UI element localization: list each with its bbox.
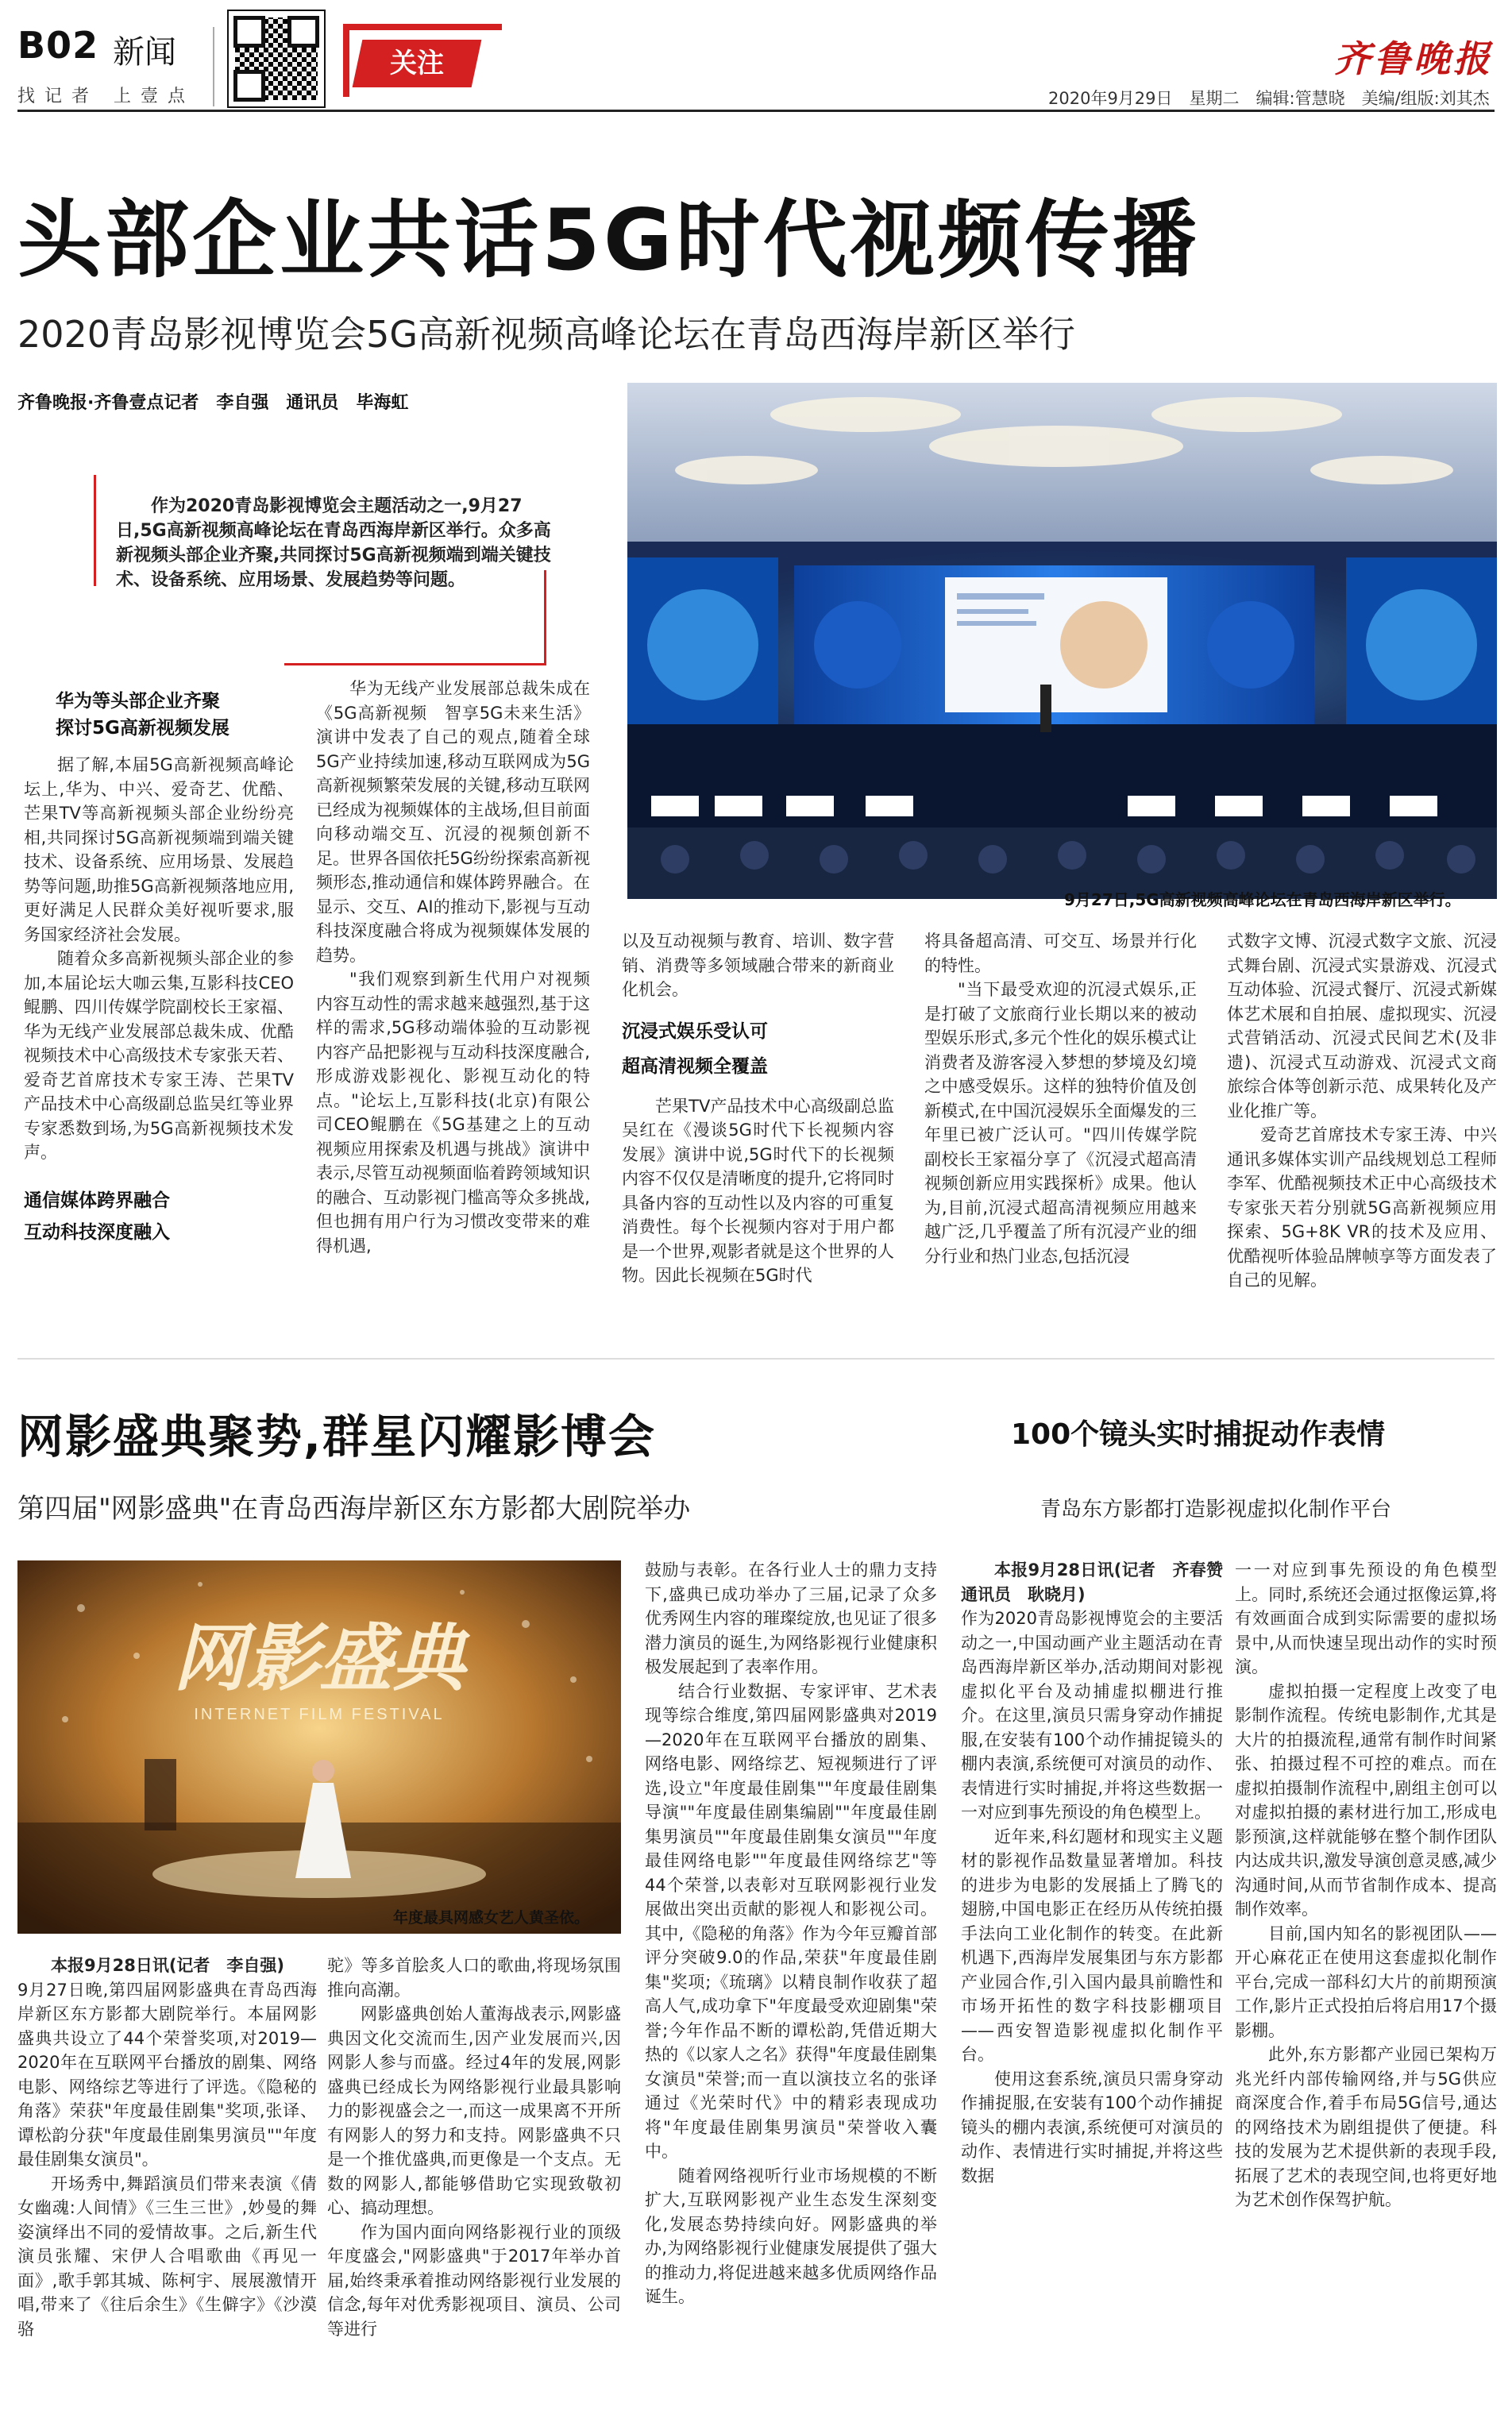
slogan: 找记者 上壹点: [17, 87, 195, 106]
qr-code[interactable]: [227, 10, 326, 108]
photo1-caption: 9月27日,5G高新视频高峰论坛在青岛西海岸新区举行。: [1064, 890, 1461, 909]
paragraph: 结合行业数据、专家评审、艺术表现等综合维度,第四届网影盛典对2019—2020年在互联网平台播放的剧集、网络电影、网络综艺、短视频进行了评选,设立"年度最佳剧集""年度最佳剧集导演""年度最佳剧集编剧""年度最佳剧集男演员""年度最佳剧集女演员""年度最佳网络电影""年度最佳网络综艺"等44个荣誉,以表彰对互联网影视行业发展做出突出贡献的影视人和影视公司。其中,《隐秘的角落》作为今年豆瓣首部评分突破9.0的作品,荣获"年度最佳剧集"奖项;《琉璃》以精良制作收获了超高人气,成功拿下"年度最受欢迎剧集"荣誉;今年作品不断的谭松韵,凭借近期大热的《以家人之名》获得"年度最佳剧集女演员"荣誉;而一直以演技立名的张译通过《光荣时代》中的精彩表现成功将"年度最佳剧集男演员"荣誉收入囊中。: [645, 1681, 937, 2161]
paragraph: 9月27日晚,第四届网影盛典在青岛西海岸新区东方影都大剧院举行。本届网影盛典共设立了44个荣誉奖项,对2019—2020年在互联网平台播放的剧集、网络电影、网络综艺等进行了评选。《隐秘的角落》荣获"年度最佳剧集"奖项,张译、谭松韵分获"年度最佳剧集男演员""年度最佳剧集女演员"。: [17, 1980, 317, 2169]
paragraph: 以及互动视频与教育、培训、数字营销、消费等多领域融合带来的新商业化机会。: [622, 932, 894, 999]
header-divider: [213, 27, 214, 106]
article1-column-2: [316, 677, 590, 1258]
paragraph: 鼓励与表彰。在各行业人士的鼎力支持下,盛典已成功举办了三届,记录了众多优秀网生内容的璀璨绽放,也见证了很多潜力演员的诞生,为网络影视行业健康积极发展起到了表率作用。: [645, 1560, 937, 1676]
paragraph: 近年来,科幻题材和现实主义题材的影视作品数量显著增加。科技的进步为电影的发展插上了腾飞的翅膀,中国电影正在经历从传统拍摄手法向工业化制作的转变。在此新机遇下,西海岸发展集团与东方影都产业园合作,引入国内最具前瞻性和市场开拓性的数字科技影棚项目——西安智造影视虚拟化制作平台。: [961, 1826, 1223, 2064]
dateline: 本报9月28日讯(记者 齐春赞 通讯员 耿晓月): [961, 1560, 1240, 1604]
article3-subhead: 青岛东方影都打造影视虚拟化制作平台: [1040, 1498, 1392, 1522]
dateline: 本报9月28日讯(记者 李自强): [51, 1956, 285, 1975]
article2-subhead: 第四届"网影盛典"在青岛西海岸新区东方影都大剧院举办: [17, 1493, 691, 1525]
paragraph: 驼》等多首脍炙人口的歌曲,将现场氛围推向高潮。: [327, 1956, 621, 2000]
article2-column-1: [17, 1954, 317, 2341]
focus-tag-label: 关注: [390, 48, 444, 79]
article1-column-1: [24, 688, 294, 1246]
paragraph: 将具备超高清、可交互、场景并行化的特性。: [924, 932, 1197, 975]
article1-column-4: [924, 929, 1197, 1268]
paragraph: 虚拟拍摄一定程度上改变了电影制作流程。传统电影制作,尤其是大片的拍摄流程,通常有制作时间紧张、拍摄过程不可控的难点。而在虚拟拍摄制作流程中,剧组主创可以对虚拟拍摄的素材进行加工,形成电影预演,这样就能够在整个制作团队内达成共识,激发导演创意灵感,减少沟通时间,从而节省制作成本、提高制作效率。: [1235, 1681, 1497, 1919]
ceremony-photo: [17, 1560, 621, 1934]
paragraph: 爱奇艺首席技术专家王涛、中兴通讯多媒体实训产品线规划总工程师李军、优酷视频技术正中心高级技术专家张天若分别就5G高新视频应用探索、5G+8K VR的技术及应用、优酷视听体验品牌帧享等方面发表了自己的见解。: [1227, 1125, 1497, 1290]
paragraph: 芒果TV产品技术中心高级副总监吴红在《漫谈5G时代下长视频内容发展》演讲中说,5G时代下的长视频内容不仅仅是清晰度的提升,它将同时具备内容的互动性以及内容的可重复消费性。每个长视频内容对于用户都是一个世界,观影者就是这个世界的人物。因此长视频在5G时代: [622, 1096, 894, 1285]
page-number: B02: [17, 24, 99, 67]
focus-section-tag: [343, 24, 502, 97]
article3-headline: 100个镜头实时捕捉动作表情: [1011, 1418, 1386, 1451]
paragraph: 开场秀中,舞蹈演员们带来表演《倩女幽魂:人间情》《三生三世》,妙曼的舞姿演绎出不同的爱情故事。之后,新生代演员张耀、宋伊人合唱歌曲《再见一面》,歌手郭其城、陈柯宇、展展激情开唱,带来了《往后余生》《生僻字》《沙漠骆: [17, 2174, 317, 2339]
paragraph: 华为无线产业发展部总裁朱成在《5G高新视频 智享5G未来生活》演讲中发表了自己的观点,随着全球5G产业持续加速,移动互联网成为5G高新视频繁荣发展的关键,移动互联网已经成为视频媒体的主战场,但目前面向移动端交互、沉浸的视频创新不足。世界各国依托5G纷纷探索高新视频形态,推动通信和媒体跨界融合。在显示、交互、AI的推动下,影视与互动科技深度融合将成为视频媒体发展的趋势。: [316, 679, 590, 965]
paragraph: 此外,东方影都产业园已架构万兆光纤内部传输网络,并与5G供应商深度合作,着手布局5G信号,通达的网络技术为剧组提供了便捷。科技的发展为艺术提供新的表现手段,拓展了艺术的表现空间,也将更好地为艺术创作保驾护航。: [1235, 2045, 1497, 2209]
article1-headline: 头部企业共话5G时代视频传播: [17, 191, 1200, 289]
paragraph: 随着网络视听行业市场规模的不断扩大,互联网影视产业生态发生深刻变化,发展态势持续向好。网影盛典的举办,为网络影视行业健康发展提供了强大的推动力,将促进越来越多优质网络作品诞生。: [645, 2166, 937, 2306]
paragraph: 目前,国内知名的影视团队——开心麻花正在使用这套虚拟化制作平台,完成一部科幻大片的前期预演工作,影片正式投拍后将启用17个摄影棚。: [1235, 1923, 1497, 2040]
article1-subhead: 2020青岛影视博览会5G高新视频高峰论坛在青岛西海岸新区举行: [17, 313, 1075, 356]
article3-column-1: [961, 1558, 1240, 2188]
article1-byline: 齐鲁晚报·齐鲁壹点记者 李自强 通讯员 毕海虹: [17, 393, 409, 413]
newspaper-logo: 齐鲁晚报: [1334, 37, 1493, 80]
section-name: 新闻: [113, 34, 176, 71]
article1-column-5: [1227, 929, 1497, 1293]
paragraph: 据了解,本届5G高新视频高峰论坛上,华为、中兴、爱奇艺、优酷、芒果TV等高新视频头部企业纷纷亮相,共同探讨5G高新视频端到端关键技术、设备系统、应用场景、发展趋势等问题,助推5G高新视频落地应用,更好满足人民群众美好视听要求,服务国家经济社会发展。: [24, 755, 294, 944]
forum-stage-photo: [627, 383, 1497, 899]
section-divider: [17, 1358, 1495, 1360]
article1-subtitle-3a: 沉浸式娱乐受认可: [622, 1020, 768, 1042]
article1-subtitle-1b: 探讨5G高新视频发展: [56, 718, 230, 739]
photo-subtitle-art: INTERNET FILM FESTIVAL: [194, 1706, 445, 1723]
article2-headline: 网影盛典聚势,群星闪耀影博会: [17, 1410, 657, 1464]
article1-column-3: [622, 929, 894, 1288]
header-rule: [17, 110, 1495, 112]
issue-meta: 2020年9月29日 星期二 编辑:管慧晓 美编/组版:刘其杰: [1048, 89, 1490, 108]
photo-title-art: 网影盛典: [172, 1615, 466, 1701]
paragraph: 作为国内面向网络影视行业的顶级年度盛会,"网影盛典"于2017年举办首届,始终秉承着推动网络影视行业发展的信念,每年对优秀影视项目、演员、公司等进行: [327, 2222, 621, 2339]
paragraph: 作为2020青岛影视博览会的主要活动之一,中国动画产业主题活动在青岛西海岸新区举办,活动期间对影视虚拟化平台及动捕虚拟棚进行推介。在这里,演员只需身穿动作捕捉服,在安装有100个动作捕捉镜头的棚内表演,系统便可对演员的动作、表情进行实时捕捉,并将这些数据一一对应到事先预设的角色模型上。: [961, 1609, 1223, 1822]
article1-subtitle-3b: 超高清视频全覆盖: [622, 1055, 768, 1077]
article1-subtitle-2b: 互动科技深度融入: [24, 1221, 170, 1243]
article1-lead: 作为2020青岛影视博览会主题活动之一,9月27日,5G高新视频高峰论坛在青岛西海岸新区举行。众多高新视频头部企业齐聚,共同探讨5G高新视频端到端关键技术、设备系统、应用场景、发展趋势等问题。: [116, 496, 551, 590]
article2-column-3: [645, 1558, 937, 2309]
article1-subtitle-1a: 华为等头部企业齐聚: [56, 691, 220, 712]
paragraph: 一一对应到事先预设的角色模型上。同时,系统还会通过抠像运算,将有效画面合成到实际需要的虚拟场景中,从而快速呈现出动作的实时预演。: [1235, 1560, 1497, 1676]
paragraph: 使用这套系统,演员只需身穿动作捕捉服,在安装有100个动作捕捉镜头的棚内表演,系统便可对演员的动作、表情进行实时捕捉,并将这些数据: [961, 2069, 1223, 2185]
paragraph: 网影盛典创始人董海战表示,网影盛典因文化交流而生,因产业发展而兴,因网影人参与而盛。经过4年的发展,网影盛典已经成长为网络影视行业最具影响力的影视盛会之一,而这一成果离不开所有网影人的努力和支持。网影盛典不只是一个推优盛典,而更像是一个支点。无数的网影人,都能够借助它实现致敬初心、搞动理想。: [327, 2004, 621, 2217]
photo2-caption: 年度最具网感女艺人黄圣依。: [393, 1909, 590, 1927]
paragraph: 式数字文博、沉浸式数字文旅、沉浸式舞台剧、沉浸式实景游戏、沉浸式互动体验、沉浸式餐厅、沉浸式新媒体艺术展和自拍展、虚拟现实、沉浸式营销活动、沉浸式民间艺术(及非遗)、沉浸式互动游戏、沉浸式文商旅综合体等创新示范、成果转化及产业化推广等。: [1227, 932, 1497, 1121]
article3-column-2: [1235, 1558, 1497, 2212]
article2-column-2: [327, 1954, 621, 2341]
paragraph: "当下最受欢迎的沉浸式娱乐,正是打破了文旅商行业长期以来的被动型娱乐形式,多元个性化的娱乐模式让消费者及游客浸入梦想的梦境及幻境之中感受娱乐。这样的独特价值及创新模式,在中国沉浸娱乐全面爆发的三年里已被广泛认可。"四川传媒学院副校长王家福分享了《沉浸式超高清视频创新应用实践探析》成果。他认为,目前,沉浸式超高清视频应用越来越广泛,几乎覆盖了所有沉浸产业的细分行业和热门业态,包括沉浸: [924, 980, 1197, 1266]
article1-subtitle-2a: 通信媒体跨界融合: [24, 1190, 170, 1211]
paragraph: 随着众多高新视频头部企业的参加,本届论坛大咖云集,互影科技CEO鲲鹏、四川传媒学院副校长王家福、华为无线产业发展部总裁朱成、优酷视频技术中心高级技术专家张天若、爱奇艺首席技术专家王涛、芒果TV产品技术中心高级副总监吴红等业界专家悉数到场,为5G高新视频技术发声。: [24, 949, 294, 1162]
paragraph: "我们观察到新生代用户对视频内容互动性的需求越来越强烈,基于这样的需求,5G移动端体验的互动影视内容产品把影视与互动科技深度融合,形成游戏影视化、影视互动化的特点。"论坛上,互影科技(北京)有限公司CEO鲲鹏在《5G基建之上的互动视频应用探索及机遇与挑战》演讲中表示,尽管互动视频面临着跨领域知识的融合、互动影视门槛高等众多挑战,但也拥有用户行为习惯改变带来的难得机遇,: [316, 970, 590, 1256]
